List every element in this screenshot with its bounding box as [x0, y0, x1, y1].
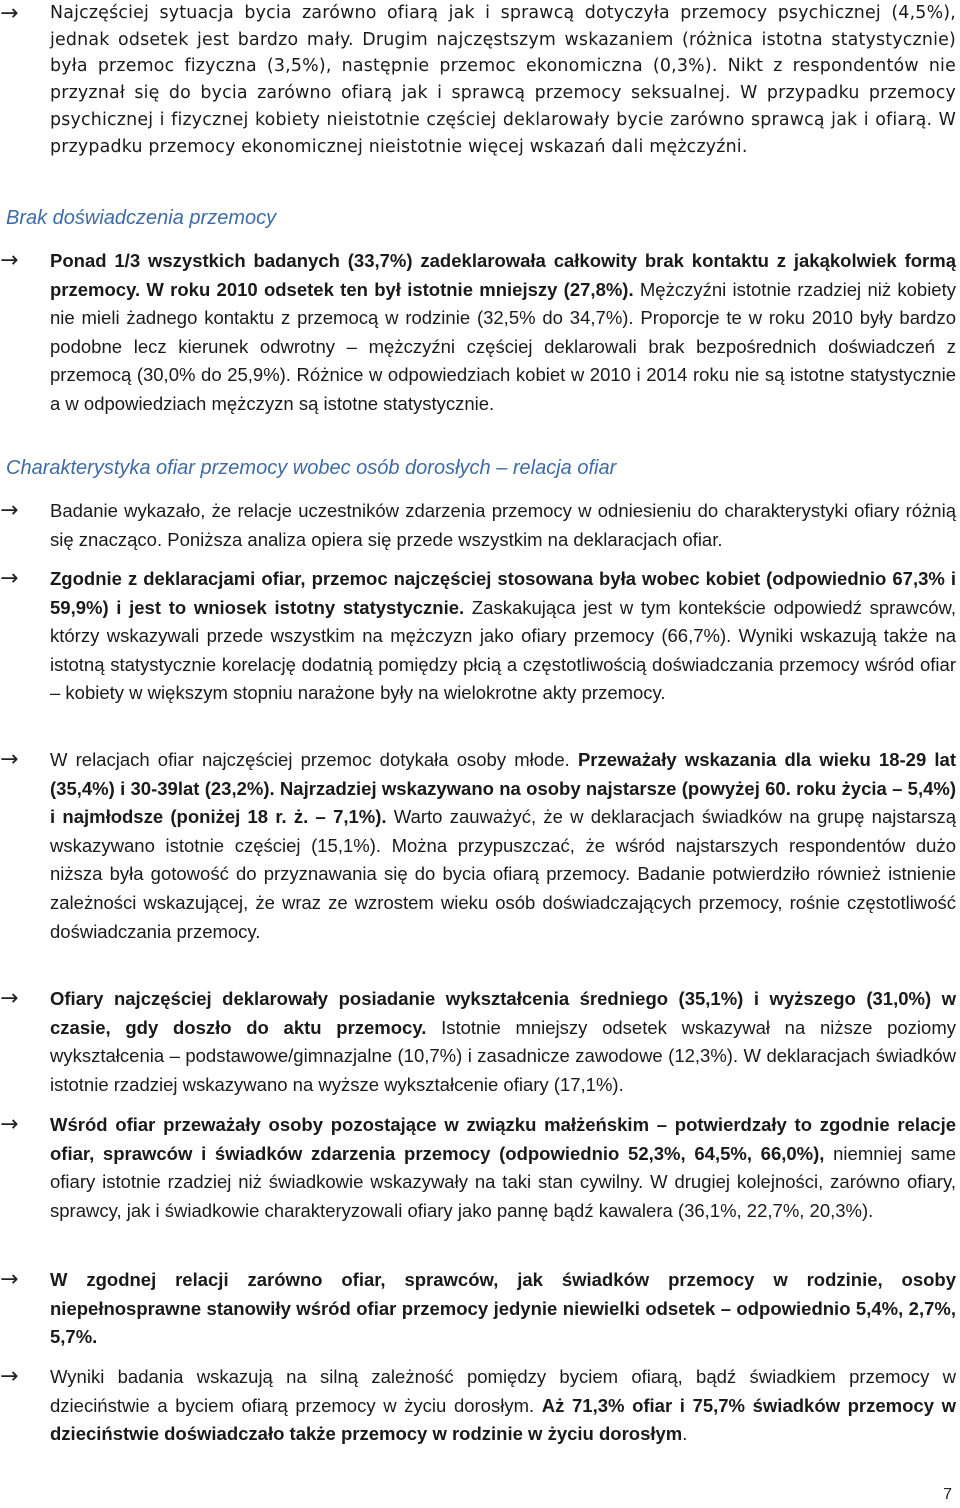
bold-text-run: Aż 71,3% ofiar i 75,7% świadków przemocy w dzieciństwie doświadczało także przemocy w rodzinie w życiu dorosłym — [50, 1394, 957, 1445]
arrow-icon: → — [0, 1, 19, 26]
bullet-item — [0, 985, 956, 1099]
paragraph — [50, 497, 956, 554]
text-run: Istotnie mniejszy odsetek wskazywał na niższe poziomy wykształcenia – podstawowe/gimnazjalne (10,7%) i zasadnicze zawodowe (12,3%). W deklaracjach świadków istotnie rzadziej wskazywano na wyższe wykształcenie ofiary (17,1%). — [50, 1016, 956, 1095]
bullet-item — [0, 0, 956, 160]
paragraph — [50, 247, 956, 419]
arrow-icon: → — [0, 986, 19, 1011]
section-heading: Brak doświadczenia przemocy — [6, 207, 277, 229]
paragraph — [50, 1363, 956, 1449]
bullet-item — [0, 1266, 956, 1352]
text-run: Badanie wykazało, że relacje uczestników zdarzenia przemocy w odniesieniu do charakterystyki ofiary różnią się znacząco. Poniższa analiza opiera się przede wszystkim na deklaracjach ofiar. — [50, 500, 956, 550]
paragraph — [50, 1111, 956, 1225]
arrow-icon: → — [0, 1112, 19, 1137]
bullet-item — [0, 1111, 956, 1225]
bold-text-run: Ponad 1/3 wszystkich badanych (33,7%) zadeklarowała całkowity brak kontaktu z jakąkolwiek formą przemocy. W roku 2010 odsetek ten był istotnie mniejszy (27,8%). — [50, 250, 956, 300]
text-run: Warto zauważyć, że w deklaracjach świadków na grupę najstarszą wskazywano istotnie częściej (15,1%). Można przypuszczać, że wśród najstarszych respondentów dużo niższa była gotowość do przyznawania się do bycia ofiarą przemocy. Badanie potwierdziło również istnienie zależności wskazującej, że wraz ze wzrostem wieku osób doświadczających przemocy, rośnie częstotliwość doświadczania przemocy. — [50, 806, 956, 942]
text-run: Mężczyźni istotnie rzadziej niż kobiety nie mieli żadnego kontaktu z przemocą w rodzinie (32,5% do 34,7%). Proporcje te w roku 2010 były bardzo podobne lecz kierunek odwrotny – mężczyźni częściej deklarowali brak bezpośrednich doświadczeń z przemocą (30,0% do 25,9%). Różnice w odpowiedziach kobiet w 2010 i 2014 roku nie są istotne statystycznie a w odpowiedziach mężczyzn są istotne statystycznie. — [50, 278, 956, 414]
arrow-icon: → — [0, 1267, 19, 1292]
bullet-item — [0, 247, 956, 419]
text-run: W relacjach ofiar najczęściej przemoc dotykała osoby młode. — [50, 749, 578, 770]
paragraph — [50, 0, 956, 160]
page-number: 7 — [943, 1486, 952, 1503]
text-run: Zaskakująca jest w tym kontekście odpowiedź sprawców, którzy wskazywali przede wszystkim na mężczyzn jako ofiary przemocy (66,7%). Wyniki wskazują także na istotną statystycznie korelację dodatnią pomiędzy płcią a częstotliwością doświadczania przemocy wśród ofiar – kobiety w większym stopniu narażone były na wielokrotne akty przemocy. — [50, 596, 957, 704]
text-run: niemniej same ofiary istotnie rzadziej niż świadkowie wskazywały na taki stan cywilny. W drugiej kolejności, zarówno ofiary, sprawcy, jak i świadkowie charakteryzowali ofiary jako pannę bądź kawalera (36,1%, 22,7%, 20,3%). — [50, 1142, 956, 1221]
bold-text-run: Wśród ofiar przeważały osoby pozostające w związku małżeńskim – potwierdzały to zgodnie relacje ofiar, sprawców i świadków zdarzenia przemocy (odpowiednio 52,3%, 64,5%, 66,0%), — [50, 1114, 956, 1164]
bullet-item — [0, 497, 956, 554]
bullet-item — [0, 1363, 956, 1449]
arrow-icon: → — [0, 498, 19, 523]
bold-text-run: Zgodnie z deklaracjami ofiar, przemoc najczęściej stosowana była wobec kobiet (odpowiednio 67,3% i 59,9%) i jest to wniosek istotny statystycznie. — [50, 568, 956, 618]
text-run: Wyniki badania wskazują na silną zależność pomiędzy byciem ofiarą, bądź świadkiem przemocy w dzieciństwie a byciem ofiarą przemocy w życiu dorosłym. — [50, 1366, 956, 1416]
paragraph — [50, 985, 956, 1099]
text-run: Najczęściej sytuacja bycia zarówno ofiarą jak i sprawcą dotyczyła przemocy psychicznej (4,5%), jednak odsetek jest bardzo mały. Drugim najczęstszym wskazaniem (różnica istotna statystycznie) była przemoc fizyczna (3,5%), następnie przemoc ekonomiczna (0,3%). Nikt z respondentów nie przyznał się do bycia zarówno ofiarą jak i sprawcą przemocy seksualnej. W przypadku przemocy psychicznej i fizycznej kobiety nieistotnie częściej deklarowały bycie zarówno sprawcą jak i ofiarą. W przypadku przemocy ekonomicznej nieistotnie więcej wskazań dali mężczyźni. — [50, 3, 956, 157]
bullet-item — [0, 746, 956, 946]
bold-text-run: W zgodnej relacji zarówno ofiar, sprawców, jak świadków przemocy w rodzinie, osoby niepełnosprawne stanowiły wśród ofiar przemocy jedynie niewielki odsetek – odpowiednio 5,4%, 2,7%, 5,7%. — [50, 1269, 956, 1348]
text-run: . — [682, 1423, 688, 1445]
paragraph — [50, 746, 956, 946]
paragraph — [50, 1266, 956, 1352]
arrow-icon: → — [0, 248, 19, 273]
arrow-icon: → — [0, 747, 19, 772]
section-heading: Charakterystyka ofiar przemocy wobec osób dorosłych – relacja ofiar — [6, 457, 617, 479]
bold-text-run: Przeważały wskazania dla wieku 18-29 lat (35,4%) i 30-39lat (23,2%). Najrzadziej wskazywano na osoby najstarsze (powyżej 60. roku życia – 5,4%) i najmłodsze (poniżej 18 r. ż. – 7,1%). — [50, 749, 956, 828]
paragraph — [50, 565, 956, 708]
arrow-icon: → — [0, 566, 19, 591]
bullet-item — [0, 565, 956, 708]
arrow-icon: → — [0, 1364, 19, 1389]
bold-text-run: Ofiary najczęściej deklarowały posiadanie wykształcenia średniego (35,1%) i wyższego (31,0%) w czasie, gdy doszło do aktu przemocy. — [50, 988, 956, 1038]
